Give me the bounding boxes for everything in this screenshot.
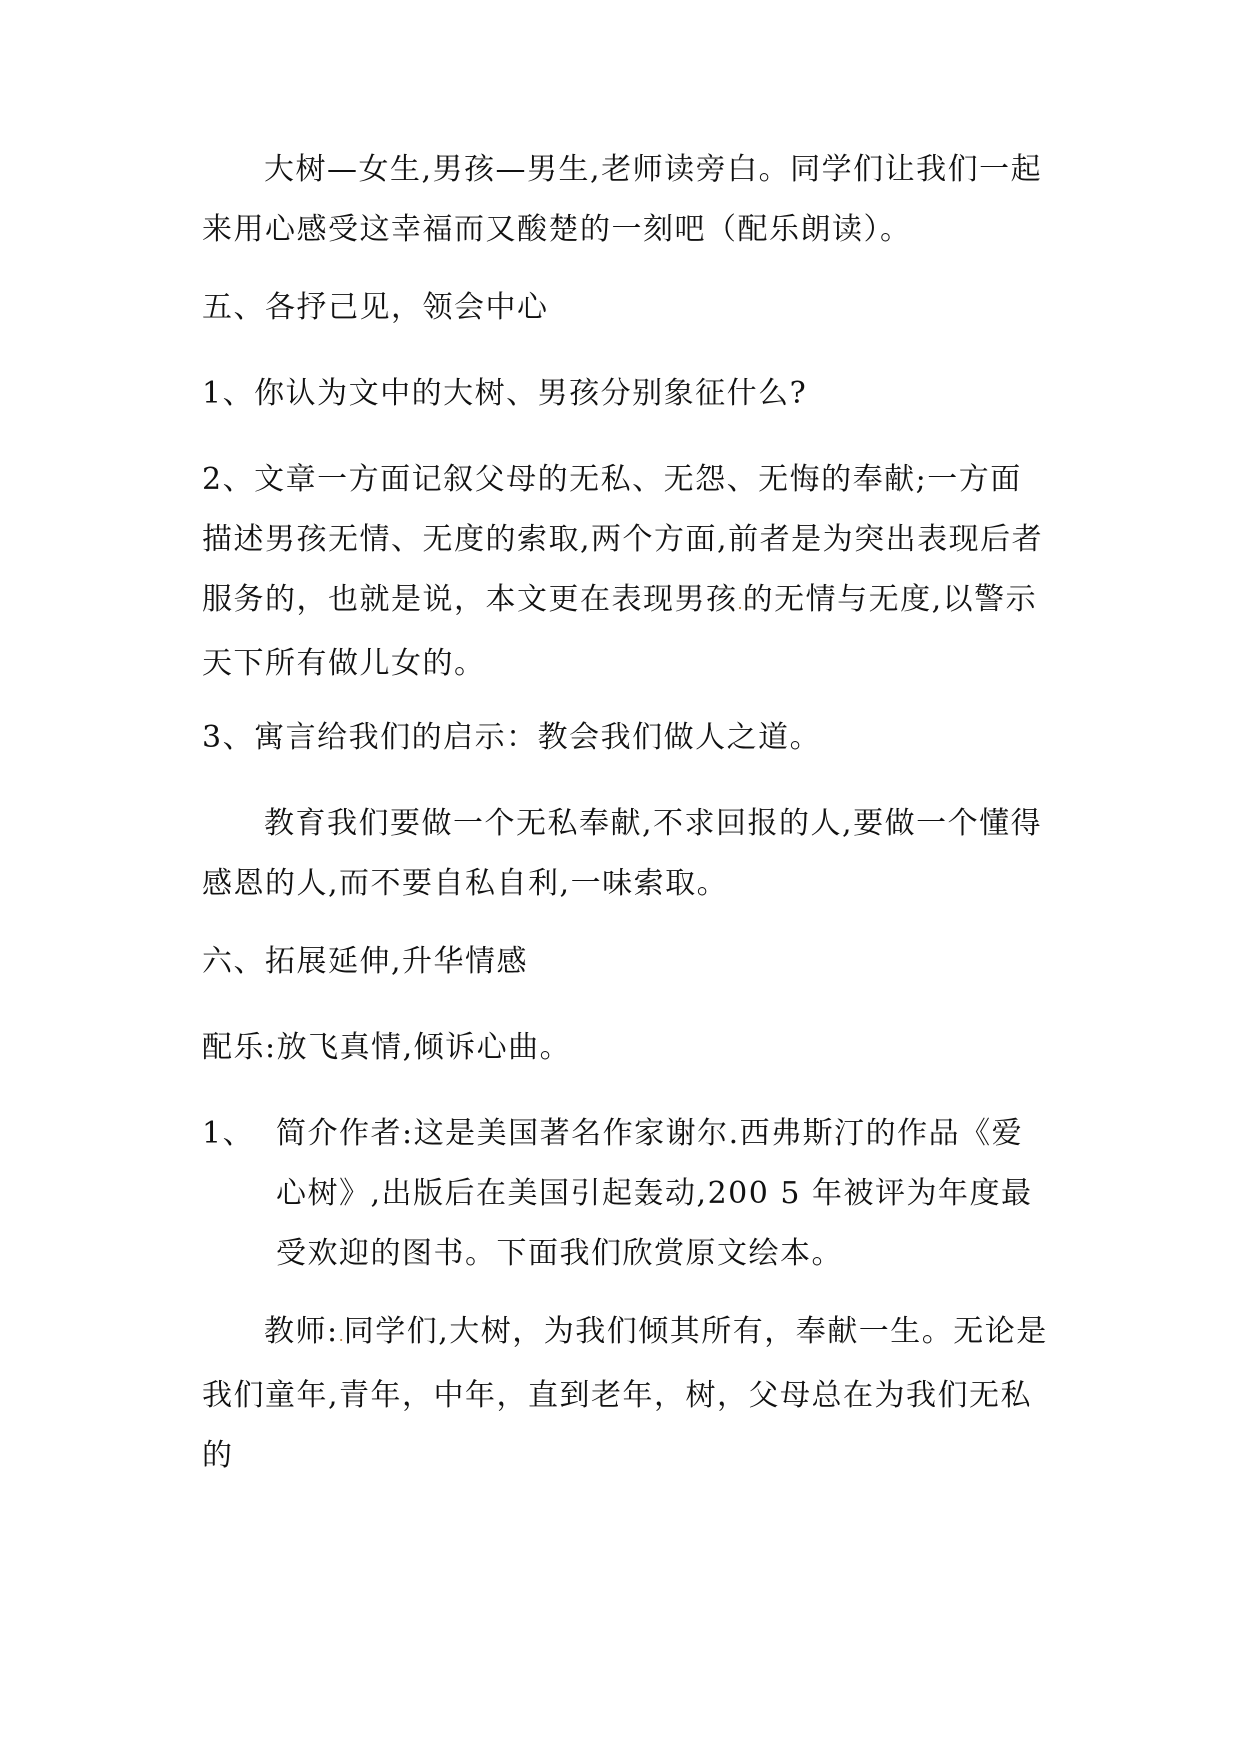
point-two-text-b: 的无情与无度,以警示天下所有做儿女的。: [202, 582, 1038, 681]
teacher-text: 同学们,大树，为我们倾其所有，奉献一生。无论是我们童年,青年，中年，直到老年，树，父母总在为我们无私的: [202, 1314, 1048, 1473]
music-line: 配乐:放飞真情,倾诉心曲。: [202, 1030, 572, 1065]
education-paragraph: 教育我们要做一个无私奉献,不求回报的人,要做一个懂得感恩的人,而不要自私自利,一味索取。: [202, 806, 1043, 901]
section-heading-six: 六、拓展延伸,升华情感: [202, 944, 529, 979]
point-three: 3、寓言给我们的启示：教会我们做人之道。: [202, 720, 822, 755]
author-intro-paragraph: 简介作者:这是美国著名作家谢尔.西弗斯汀的作品《爱心树》,出版后在美国引起轰动,200 5 年被评为年度最受欢迎的图书。下面我们欣赏原文绘本。: [276, 1116, 1033, 1271]
section-heading-five: 五、各抒己见，领会中心: [202, 290, 549, 325]
edit-mark: .: [737, 594, 743, 613]
point-two-paragraph: [202, 450, 1052, 694]
teacher-paragraph: [202, 1302, 1052, 1486]
teacher-label: 教师:: [264, 1314, 339, 1349]
edit-mark-2: .: [338, 1326, 344, 1345]
point-two-text-a: 2、文章一方面记叙父母的无私、无怨、无悔的奉献;一方面描述男孩无情、无度的索取,两个方面,前者是为突出表现后者服务的，也就是说，本文更在表现男孩: [202, 462, 1044, 617]
paragraph-reading-instruction: 大树—女生,男孩—男生,老师读旁白。同学们让我们一起来用心感受这幸福而又酸楚的一刻吧（配乐朗读）。: [202, 152, 1043, 247]
list-number: 1、: [202, 1116, 255, 1151]
question-one: 1、你认为文中的大树、男孩分别象征什么?: [202, 376, 808, 411]
